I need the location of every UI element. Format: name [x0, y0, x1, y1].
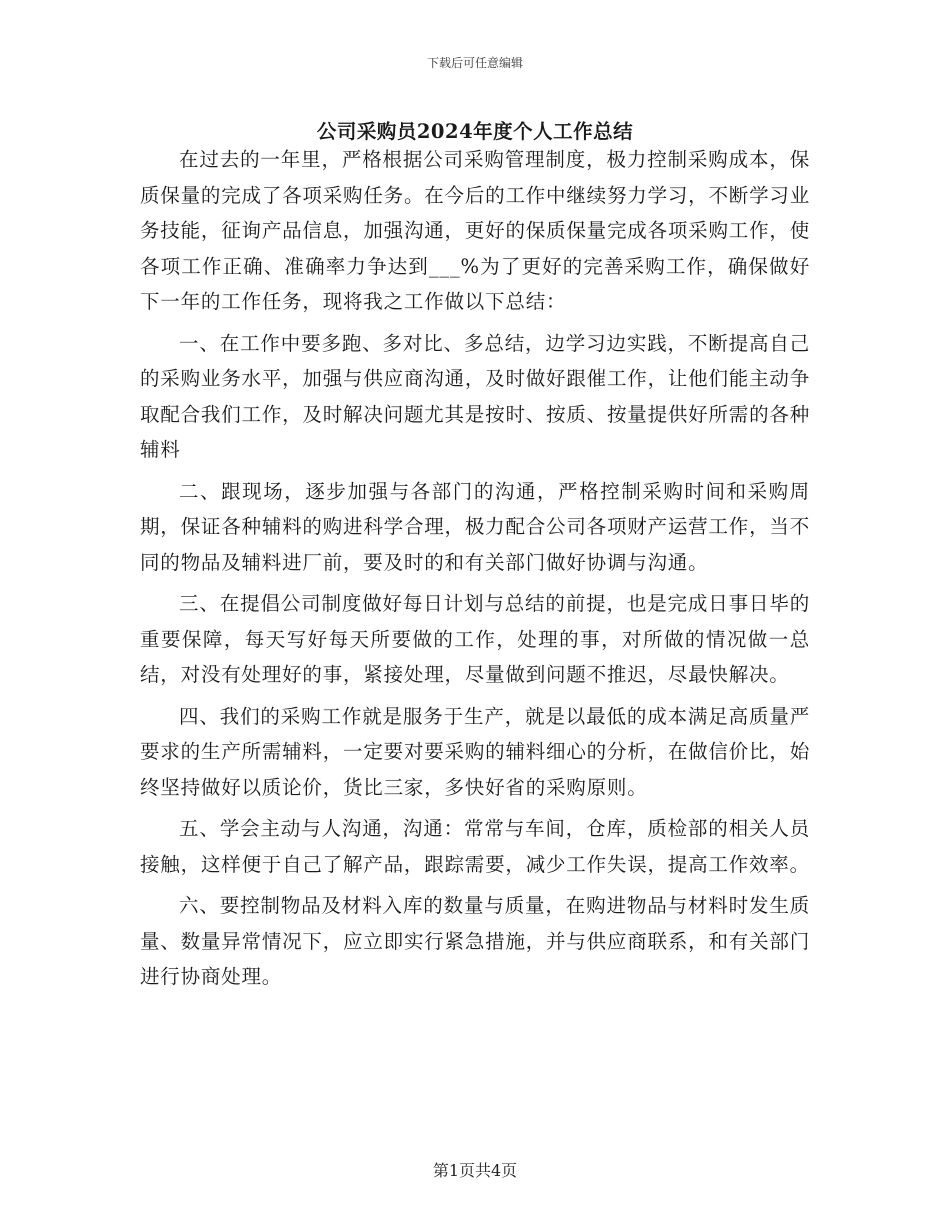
page-footer: 第1页共4页 — [432, 1161, 518, 1180]
document-title: 公司采购员2024年度个人工作总结 — [316, 120, 634, 143]
paragraph-item-4: 四、我们的采购工作就是服务于生产，就是以最低的成本满足高质量严要求的生产所需辅料，一定要对要采购的辅料细心的分析，在做信价比，始终坚持做好以质论价，货比三家，多快好省的采购原则。 — [140, 704, 810, 799]
header-note: 下载后可任意编辑 — [426, 56, 523, 70]
paragraph-intro: 在过去的一年里，严格根据公司采购管理制度，极力控制采购成本，保质保量的完成了各项采购任务。在今后的工作中继续努力学习，不断学习业务技能，征询产品信息，加强沟通，更好的保质保量完成各项采购工作，使各项工作正确、准确率力争达到___%为了更好的完善采购工作，确保做好下一年的工作任务，现将我之工作做以下总结： — [140, 148, 810, 313]
paragraph-item-1: 一、在工作中要多跑、多对比、多总结，边学习边实践，不断提高自己的采购业务水平，加强与供应商沟通，及时做好跟催工作，让他们能主动争取配合我们工作，及时解决问题尤其是按时、按质、按量提供好所需的各种辅料 — [140, 331, 810, 461]
paragraph-item-3: 三、在提倡公司制度做好每日计划与总结的前提，也是完成日事日毕的重要保障，每天写好每天所要做的工作，处理的事，对所做的情况做一总结，对没有处理好的事，紧接处理，尽量做到问题不推迟，尽最快解决。 — [140, 592, 810, 686]
paragraph-item-2: 二、跟现场，逐步加强与各部门的沟通，严格控制采购时间和采购周期，保证各种辅料的购进科学合理，极力配合公司各项财产运营工作，当不同的物品及辅料进厂前，要及时的和有关部门做好协调与沟通。 — [140, 479, 810, 574]
document-body — [140, 142, 810, 1001]
paragraph-item-6: 六、要控制物品及材料入库的数量与质量，在购进物品与材料时发生质量、数量异常情况下，应立即实行紧急措施，并与供应商联系，和有关部门进行协商处理。 — [140, 894, 810, 988]
paragraph-item-5: 五、学会主动与人沟通，沟通：常常与车间，仓库，质检部的相关人员接触，这样便于自己了解产品，跟踪需要，减少工作失误，提高工作效率。 — [140, 817, 810, 876]
